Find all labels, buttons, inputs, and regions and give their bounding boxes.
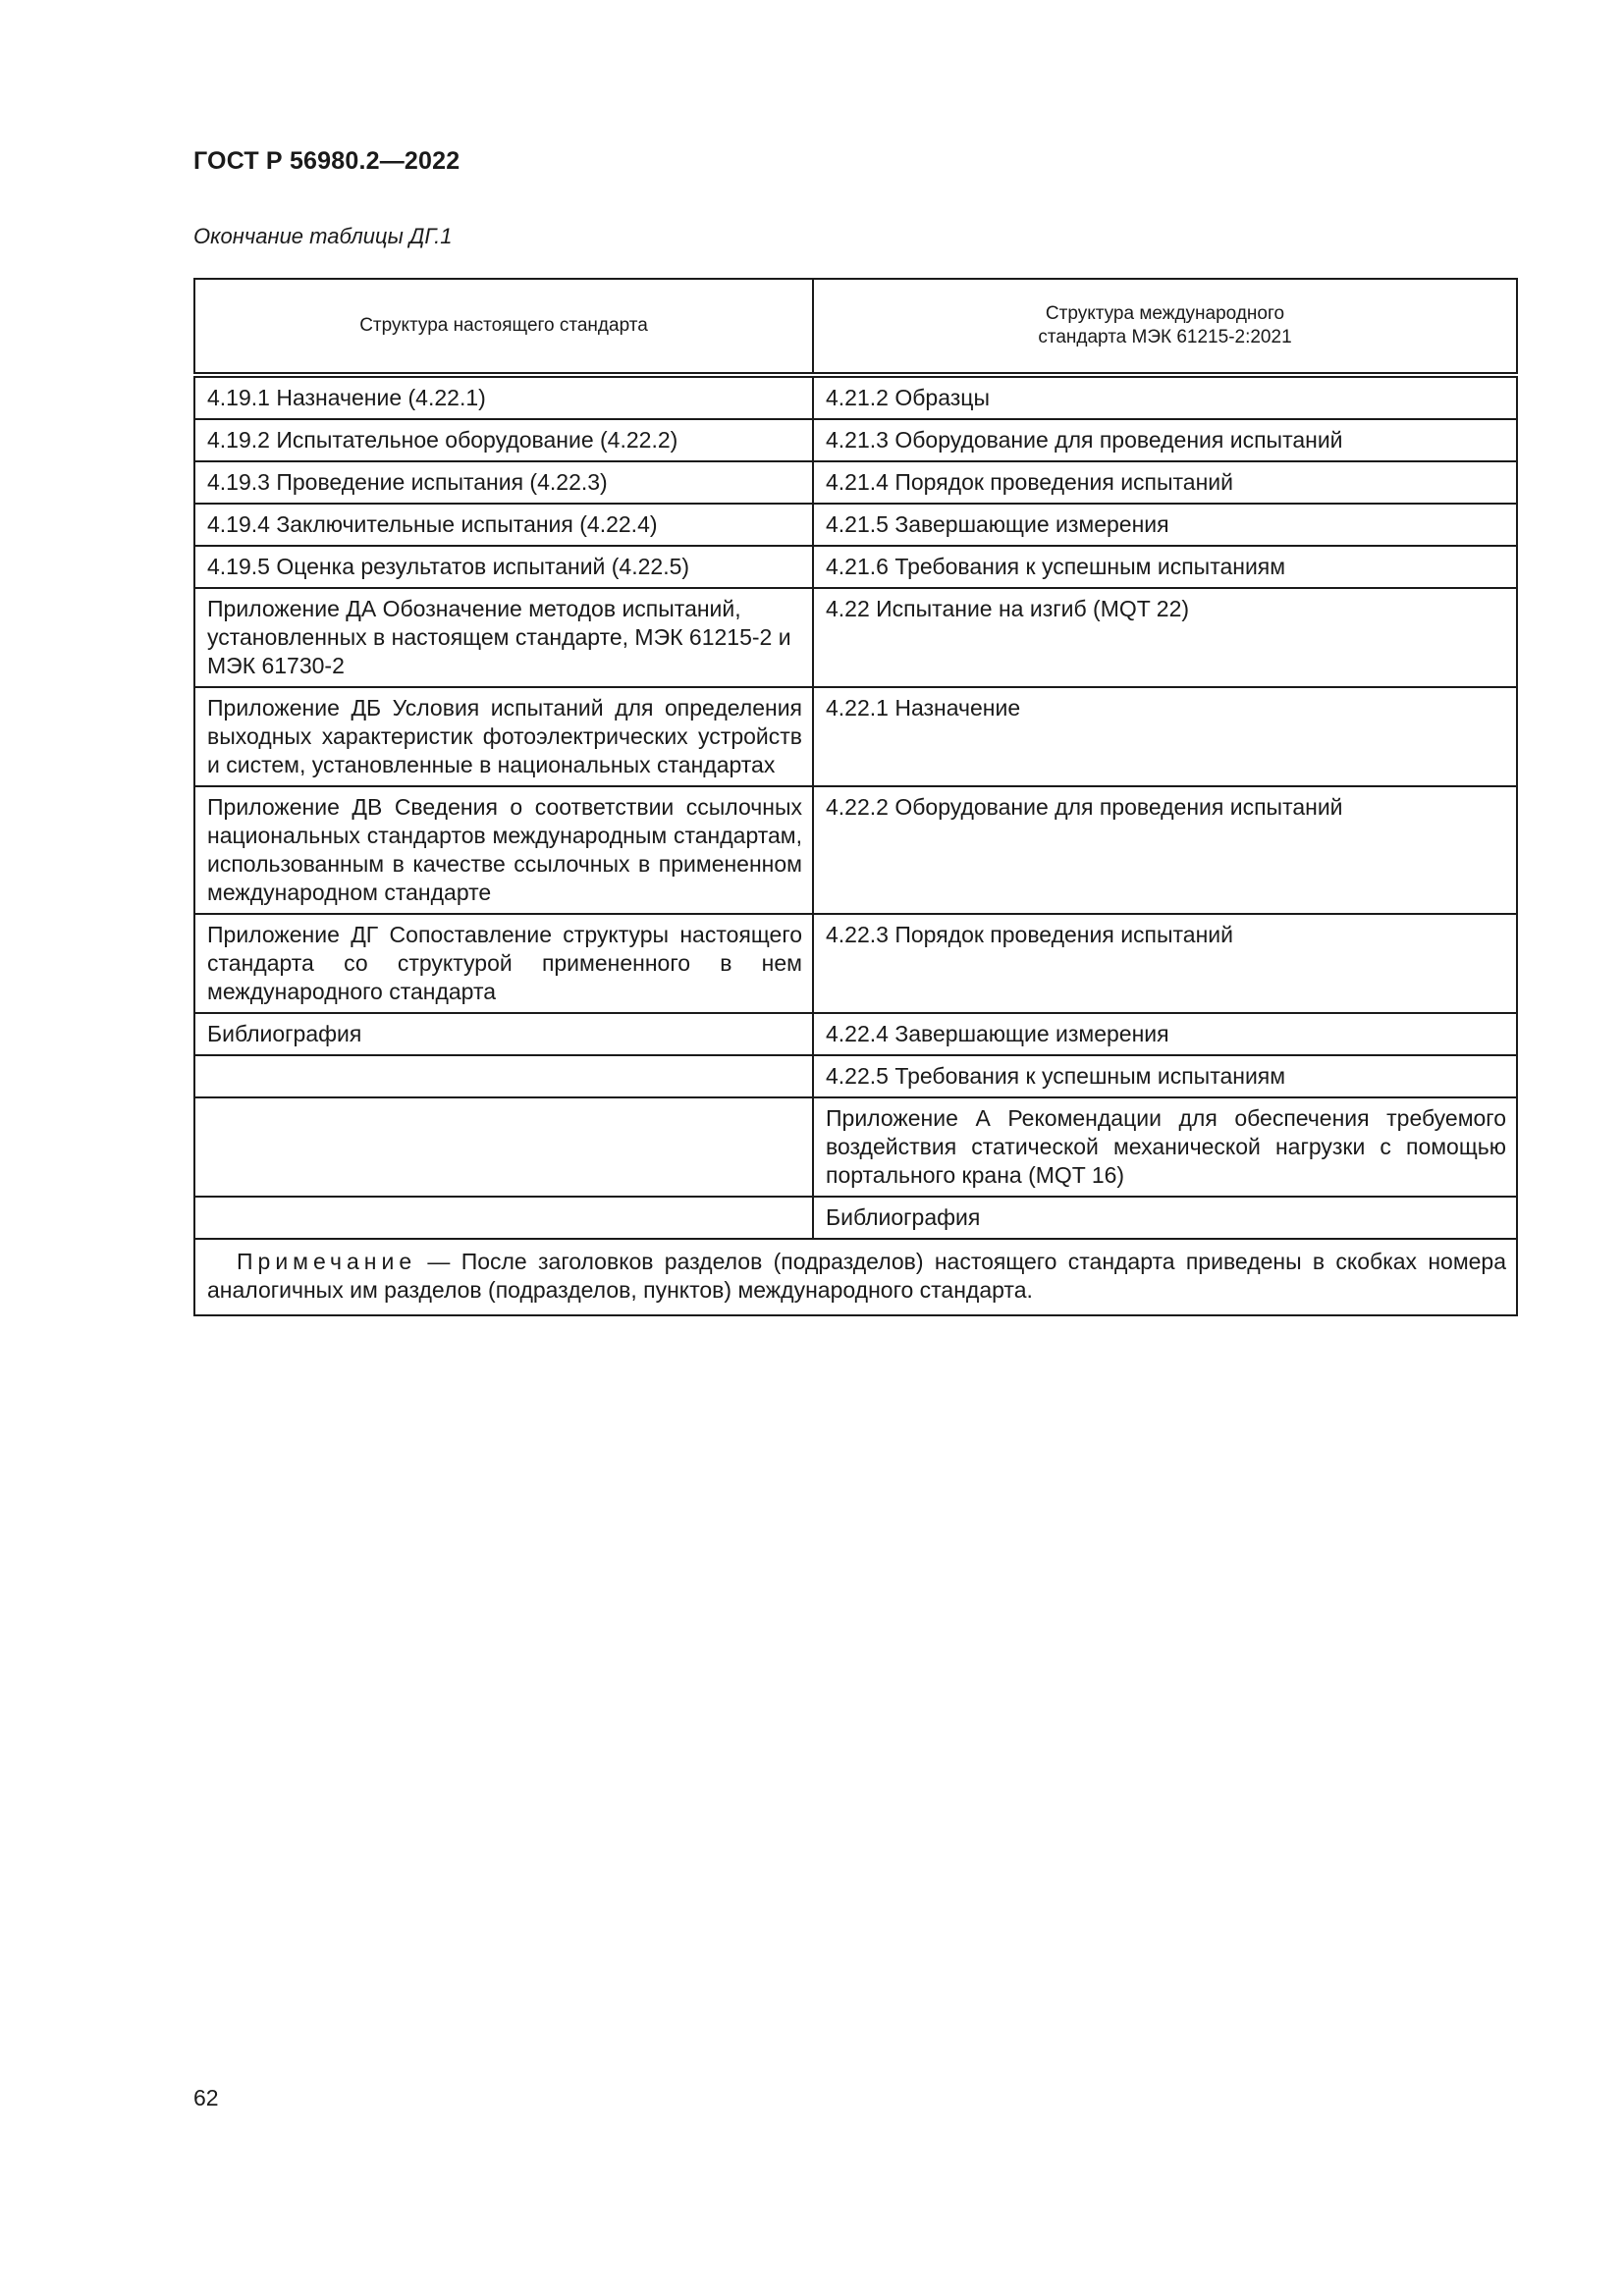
cell-text: 4.21.5 Завершающие измерения <box>826 511 1169 537</box>
table-row <box>194 1097 1517 1197</box>
header-international-text: Структура международного стандарта МЭК 61215-2:2021 <box>1038 303 1292 347</box>
cell-text <box>195 1198 812 1238</box>
cell-text: Приложение ДБ Условия испытаний для определения выходных характеристик фотоэлектрических устройств и систем, установленные в национальных стандартах <box>207 695 802 777</box>
table-cell-left <box>194 419 813 461</box>
table-caption: Окончание таблицы ДГ.1 <box>193 224 453 248</box>
table-cell-right <box>813 687 1517 786</box>
cell-text: 4.19.1 Назначение (4.22.1) <box>207 385 486 410</box>
note-text: — После заголовков разделов (подразделов) настоящего стандарта приведены в скобках номера аналогичных им разделов (подразделов, пунктов) международного стандарта. <box>207 1249 1506 1303</box>
header-national-structure: Структура настоящего стандарта <box>194 279 813 375</box>
table-cell-right <box>813 461 1517 504</box>
cell-text <box>195 1098 812 1139</box>
cell-text: 4.21.6 Требования к успешным испытаниям <box>826 554 1286 579</box>
table-cell-left <box>194 375 813 419</box>
table-cell-right <box>813 1055 1517 1097</box>
document-header: ГОСТ Р 56980.2—2022 <box>193 147 460 175</box>
table-cell-left <box>194 588 813 687</box>
cell-text: Приложение ДВ Сведения о соответствии ссылочных национальных стандартов международным стандартам, использованным в качестве ссылочных в примененном международном стандарте <box>207 794 802 905</box>
cell-text: 4.21.2 Образцы <box>826 385 990 410</box>
cell-text: 4.19.4 Заключительные испытания (4.22.4) <box>207 511 658 537</box>
table-cell-right <box>813 419 1517 461</box>
cell-text: 4.19.3 Проведение испытания (4.22.3) <box>207 469 608 495</box>
table-cell-left <box>194 461 813 504</box>
cell-text: Библиография <box>826 1204 981 1230</box>
table-cell-left <box>194 546 813 588</box>
table-cell-left <box>194 1197 813 1239</box>
table-header-row <box>194 279 1517 375</box>
page-number: 62 <box>193 2085 219 2110</box>
table-row <box>194 504 1517 546</box>
table-cell-right <box>813 1197 1517 1239</box>
table-note-cell <box>194 1239 1517 1315</box>
table-row <box>194 546 1517 588</box>
table-row <box>194 419 1517 461</box>
note-label: Примечание <box>237 1249 417 1274</box>
table-row <box>194 375 1517 419</box>
table-cell-right <box>813 375 1517 419</box>
table-row <box>194 461 1517 504</box>
table-row <box>194 687 1517 786</box>
cell-text: 4.21.4 Порядок проведения испытаний <box>826 469 1233 495</box>
table-row <box>194 914 1517 1013</box>
cell-text: 4.22.2 Оборудование для проведения испытаний <box>826 794 1343 820</box>
cell-text: 4.21.3 Оборудование для проведения испытаний <box>826 427 1343 453</box>
table-cell-right <box>813 914 1517 1013</box>
table-cell-right <box>813 588 1517 687</box>
table-note <box>195 1240 1516 1314</box>
cell-text: 4.22.3 Порядок проведения испытаний <box>826 922 1233 947</box>
cell-text <box>195 1056 812 1096</box>
table-cell-left <box>194 504 813 546</box>
cell-text: 4.22.1 Назначение <box>826 695 1021 721</box>
table-row <box>194 786 1517 914</box>
table-cell-right <box>813 1013 1517 1055</box>
table-row <box>194 1197 1517 1239</box>
cell-text: 4.19.2 Испытательное оборудование (4.22.2) <box>207 427 678 453</box>
table-row <box>194 588 1517 687</box>
cell-text: Приложение ДА Обозначение методов испытаний, установленных в настоящем стандарте, МЭК 61215-2 и МЭК 61730-2 <box>207 596 791 678</box>
table-cell-left <box>194 687 813 786</box>
cell-text: Приложение ДГ Сопоставление структуры настоящего стандарта со структурой примененного в нем международного стандарта <box>207 922 802 1004</box>
table-cell-right <box>813 504 1517 546</box>
table-row <box>194 1013 1517 1055</box>
table-cell-left <box>194 1055 813 1097</box>
table-cell-right <box>813 786 1517 914</box>
structure-comparison-table <box>193 278 1518 1316</box>
cell-text: Библиография <box>207 1021 362 1046</box>
table-cell-left <box>194 914 813 1013</box>
cell-text: 4.22.4 Завершающие измерения <box>826 1021 1169 1046</box>
table-cell-left <box>194 1097 813 1197</box>
table-row <box>194 1055 1517 1097</box>
table-cell-left <box>194 1013 813 1055</box>
cell-text: 4.22.5 Требования к успешным испытаниям <box>826 1063 1286 1089</box>
table-cell-right <box>813 546 1517 588</box>
table-cell-left <box>194 786 813 914</box>
cell-text: 4.19.5 Оценка результатов испытаний (4.22.5) <box>207 554 690 579</box>
table-cell-right <box>813 1097 1517 1197</box>
header-international-structure <box>813 279 1517 375</box>
table-note-row <box>194 1239 1517 1315</box>
cell-text: 4.22 Испытание на изгиб (MQT 22) <box>826 596 1190 621</box>
cell-text: Приложение А Рекомендации для обеспечения требуемого воздействия статической механической нагрузки с помощью портального крана (MQT 16) <box>826 1105 1506 1188</box>
